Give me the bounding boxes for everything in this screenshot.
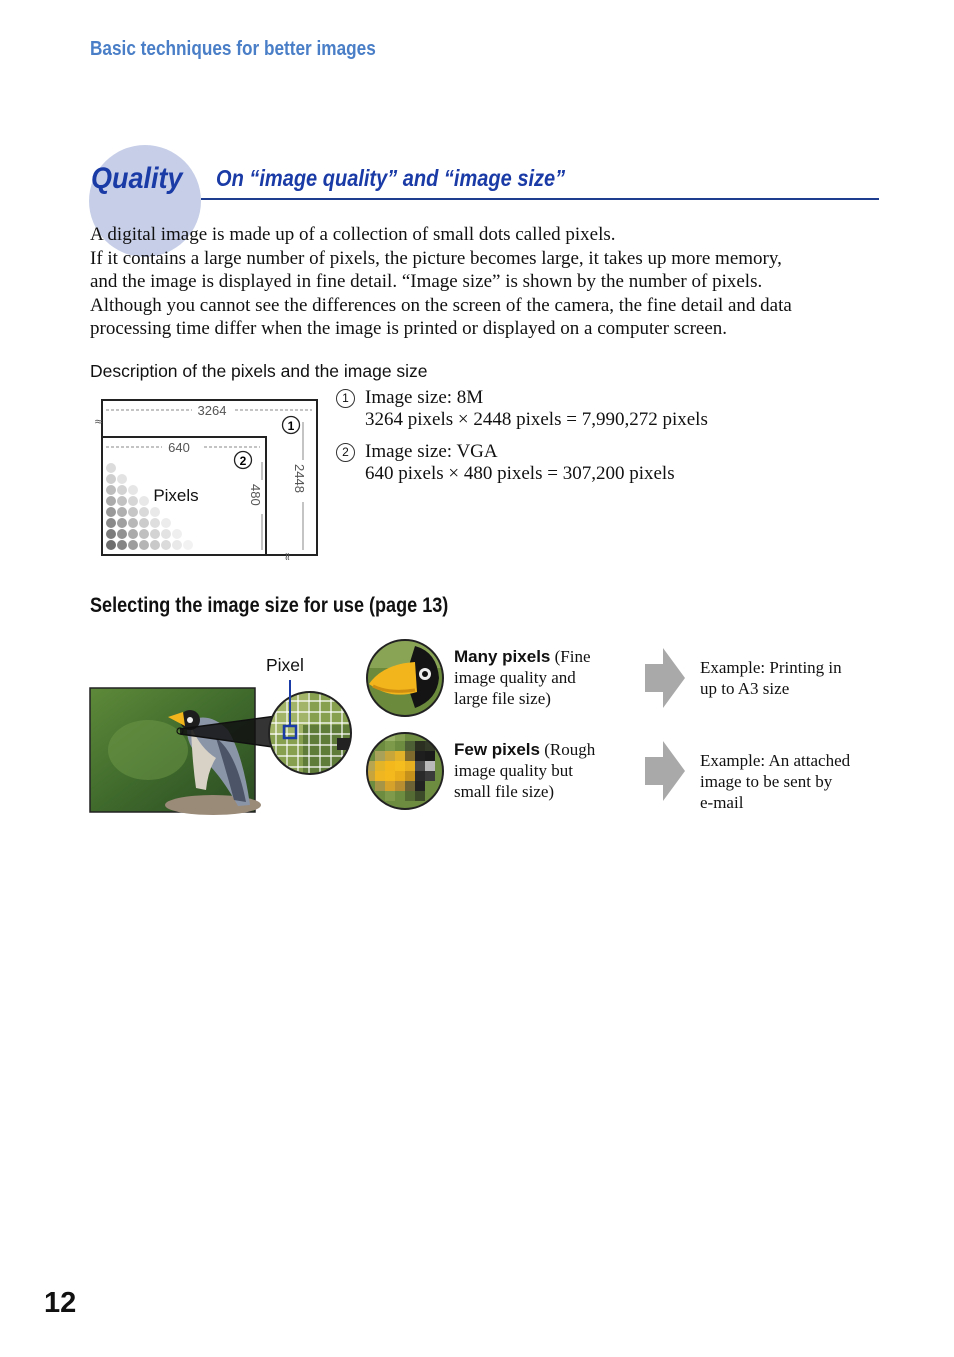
outer-width-label: 3264 [197, 403, 227, 418]
inner-width-label: 640 [168, 440, 190, 455]
intro-line: Although you cannot see the differences on the screen of the camera, the fine detail and data [90, 294, 792, 316]
pixel-description-caption: Description of the pixels and the image size [90, 361, 428, 381]
option-title: Many pixels [454, 647, 551, 666]
example-text: image to be sent by [700, 772, 833, 791]
pixels-label: Pixels [153, 486, 199, 505]
page-number: 12 [44, 1287, 77, 1319]
spec-vga [336, 441, 708, 485]
intro-line: and the image is displayed in fine detail. “Image size” is shown by the number of pixels. [90, 271, 763, 293]
few-pixels-example [700, 750, 850, 813]
spec-title: Image size: 8M [365, 387, 484, 408]
option-text: large file size) [454, 689, 551, 708]
option-title: Few pixels [454, 740, 540, 759]
arrow-right-icon [645, 648, 687, 708]
outer-height-label: 2448 [292, 464, 307, 493]
spec-title: Image size: VGA [365, 441, 498, 462]
example-text: e-mail [700, 793, 744, 812]
option-text: image quality and [454, 668, 576, 687]
svg-text:≈: ≈ [94, 415, 104, 428]
arrow-right-icon [645, 741, 687, 801]
spec-calc: 3264 pixels × 2448 pixels = 7,990,272 pixels [365, 409, 708, 430]
intro-line: If it contains a large number of pixels, the picture becomes large, it takes up more memory, [90, 247, 782, 269]
option-text: (Fine [550, 647, 591, 666]
few-pixels-description [454, 739, 595, 802]
many-pixels-description [454, 646, 591, 709]
spec-calc: 640 pixels × 480 pixels = 307,200 pixels [365, 463, 675, 484]
bird-photo-illustration [88, 630, 388, 820]
option-text: small file size) [454, 782, 555, 801]
section-subtitle: On “image quality” and “image size” [216, 165, 566, 191]
example-text: Example: An attached [700, 751, 851, 770]
intro-paragraph [90, 223, 880, 341]
spec-number: 1 [336, 389, 355, 408]
option-text: image quality but [454, 761, 573, 780]
section-header: Basic techniques for better images [90, 38, 376, 60]
many-pixels-closeup [365, 638, 445, 718]
pixel-label: Pixel [266, 655, 304, 675]
marker-2: 2 [239, 454, 247, 468]
selecting-heading: Selecting the image size for use (page 13) [90, 594, 449, 617]
many-pixels-example [700, 657, 842, 699]
pixel-size-diagram [92, 392, 332, 572]
title-rule [201, 198, 879, 200]
example-text: up to A3 size [700, 679, 790, 698]
example-text: Example: Printing in [700, 658, 842, 677]
section-title: Quality [91, 162, 183, 195]
spec-number: 2 [336, 443, 355, 462]
intro-line: processing time differ when the image is printed or displayed on a computer screen. [90, 318, 728, 340]
spec-8m [336, 387, 708, 431]
inner-height-label: 480 [248, 484, 263, 506]
option-text: (Rough [539, 740, 596, 759]
marker-1: 1 [287, 419, 295, 433]
image-size-specs [336, 387, 708, 485]
few-pixels-closeup [365, 731, 445, 811]
svg-text:≈: ≈ [281, 552, 294, 562]
intro-line: A digital image is made up of a collection of small dots called pixels. [90, 224, 616, 245]
